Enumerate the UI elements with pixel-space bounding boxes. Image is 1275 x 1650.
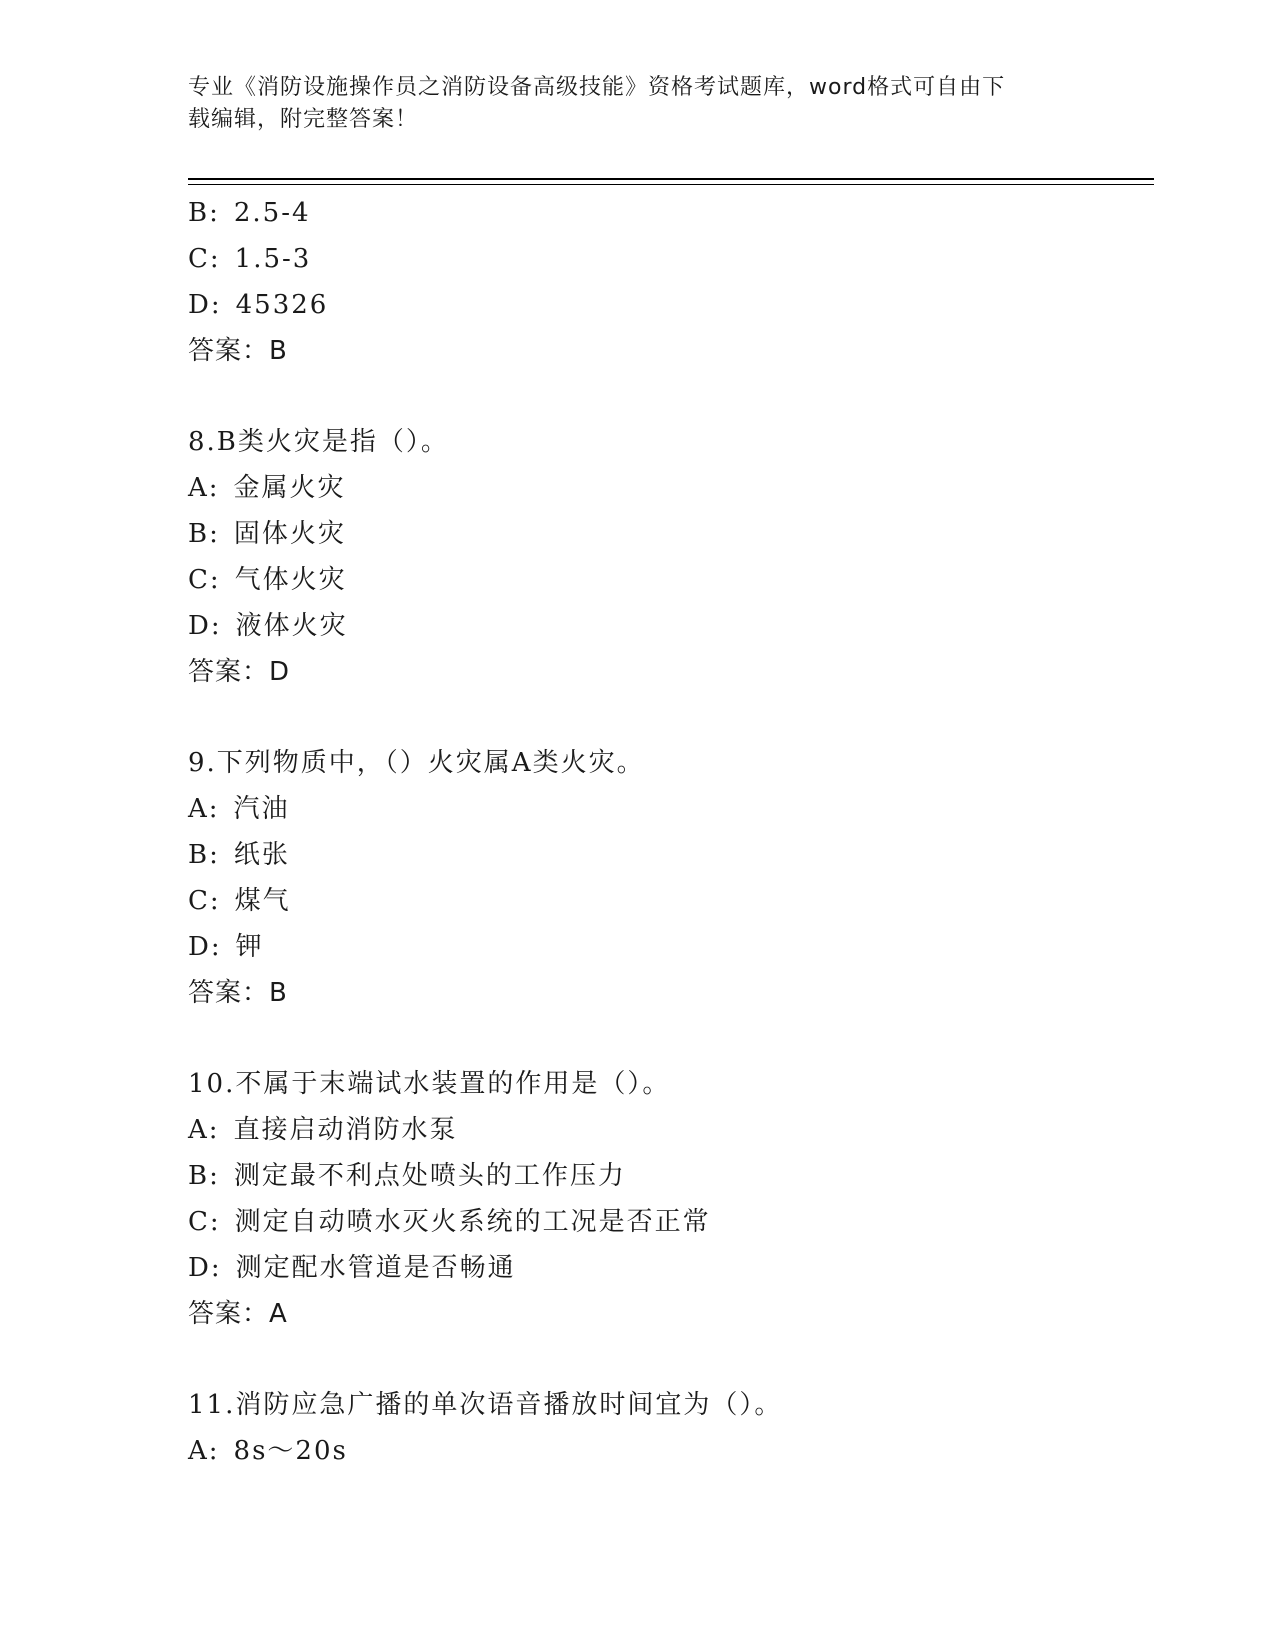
option-a <box>188 786 1148 832</box>
option-text: 2.5-4 <box>233 198 311 228</box>
header-line-1: 专业《消防设施操作员之消防设备高级技能》资格考试题库，word格式可自由下 <box>188 75 1006 100</box>
option-key: D: <box>188 611 222 641</box>
option-text: 煤气 <box>234 886 291 916</box>
question-stem: 8.B类火灾是指（）。 <box>188 427 449 457</box>
option-text: 液体火灾 <box>235 611 348 641</box>
header-line-2: 载编辑，附完整答案！ <box>188 107 419 132</box>
question-list <box>188 190 1148 1474</box>
answer-line: 答案：B <box>188 978 288 1008</box>
option-text: 纸张 <box>233 840 290 870</box>
option-text: 气体火灾 <box>234 565 347 595</box>
question-stem: 11.消防应急广播的单次语音播放时间宜为（）。 <box>188 1390 783 1420</box>
option-text: 测定自动喷水灭火系统的工况是否正常 <box>234 1207 711 1237</box>
option-key: D: <box>188 1253 222 1283</box>
option-text: 直接启动消防水泵 <box>233 1115 458 1145</box>
option-c <box>188 557 1148 603</box>
answer-line: 答案：D <box>188 657 291 687</box>
option-text: 固体火灾 <box>233 519 346 549</box>
question-8 <box>188 419 1148 695</box>
option-a <box>188 1107 1148 1153</box>
question-fragment <box>188 190 1148 374</box>
option-key: B: <box>188 1161 220 1191</box>
option-key: C: <box>188 1207 221 1237</box>
question-stem: 10.不属于末端试水装置的作用是（）。 <box>188 1069 671 1099</box>
document-header <box>188 72 1088 136</box>
header-divider-thin <box>188 184 1154 185</box>
option-a <box>188 465 1148 511</box>
option-text: 汽油 <box>233 794 290 824</box>
option-b <box>188 190 1148 236</box>
option-key: A: <box>188 794 220 824</box>
question-9 <box>188 740 1148 1016</box>
option-key: C: <box>188 886 221 916</box>
option-d <box>188 603 1148 649</box>
answer-line: 答案：B <box>188 336 288 366</box>
option-text: 钾 <box>235 932 264 962</box>
header-divider-thick <box>188 178 1154 180</box>
option-text: 45326 <box>235 290 329 320</box>
option-d <box>188 282 1148 328</box>
option-key: B: <box>188 198 220 228</box>
option-key: C: <box>188 244 221 274</box>
option-key: C: <box>188 565 221 595</box>
option-c <box>188 878 1148 924</box>
answer-line: 答案：A <box>188 1299 288 1329</box>
option-key: D: <box>188 932 222 962</box>
option-key: B: <box>188 519 220 549</box>
option-d <box>188 1245 1148 1291</box>
option-key: A: <box>188 1115 220 1145</box>
question-11 <box>188 1382 1148 1474</box>
question-stem: 9.下列物质中，（）火灾属A类火灾。 <box>188 748 645 778</box>
option-d <box>188 924 1148 970</box>
option-key: D: <box>188 290 222 320</box>
option-text: 8s～20s <box>233 1436 348 1466</box>
option-key: A: <box>188 1436 220 1466</box>
option-c <box>188 1199 1148 1245</box>
option-text: 测定配水管道是否畅通 <box>235 1253 516 1283</box>
question-10 <box>188 1061 1148 1337</box>
option-b <box>188 511 1148 557</box>
option-key: B: <box>188 840 220 870</box>
option-text: 金属火灾 <box>233 473 346 503</box>
option-text: 1.5-3 <box>234 244 312 274</box>
option-c <box>188 236 1148 282</box>
option-text: 测定最不利点处喷头的工作压力 <box>233 1161 626 1191</box>
option-b <box>188 1153 1148 1199</box>
option-key: A: <box>188 473 220 503</box>
option-b <box>188 832 1148 878</box>
option-a <box>188 1428 1148 1474</box>
